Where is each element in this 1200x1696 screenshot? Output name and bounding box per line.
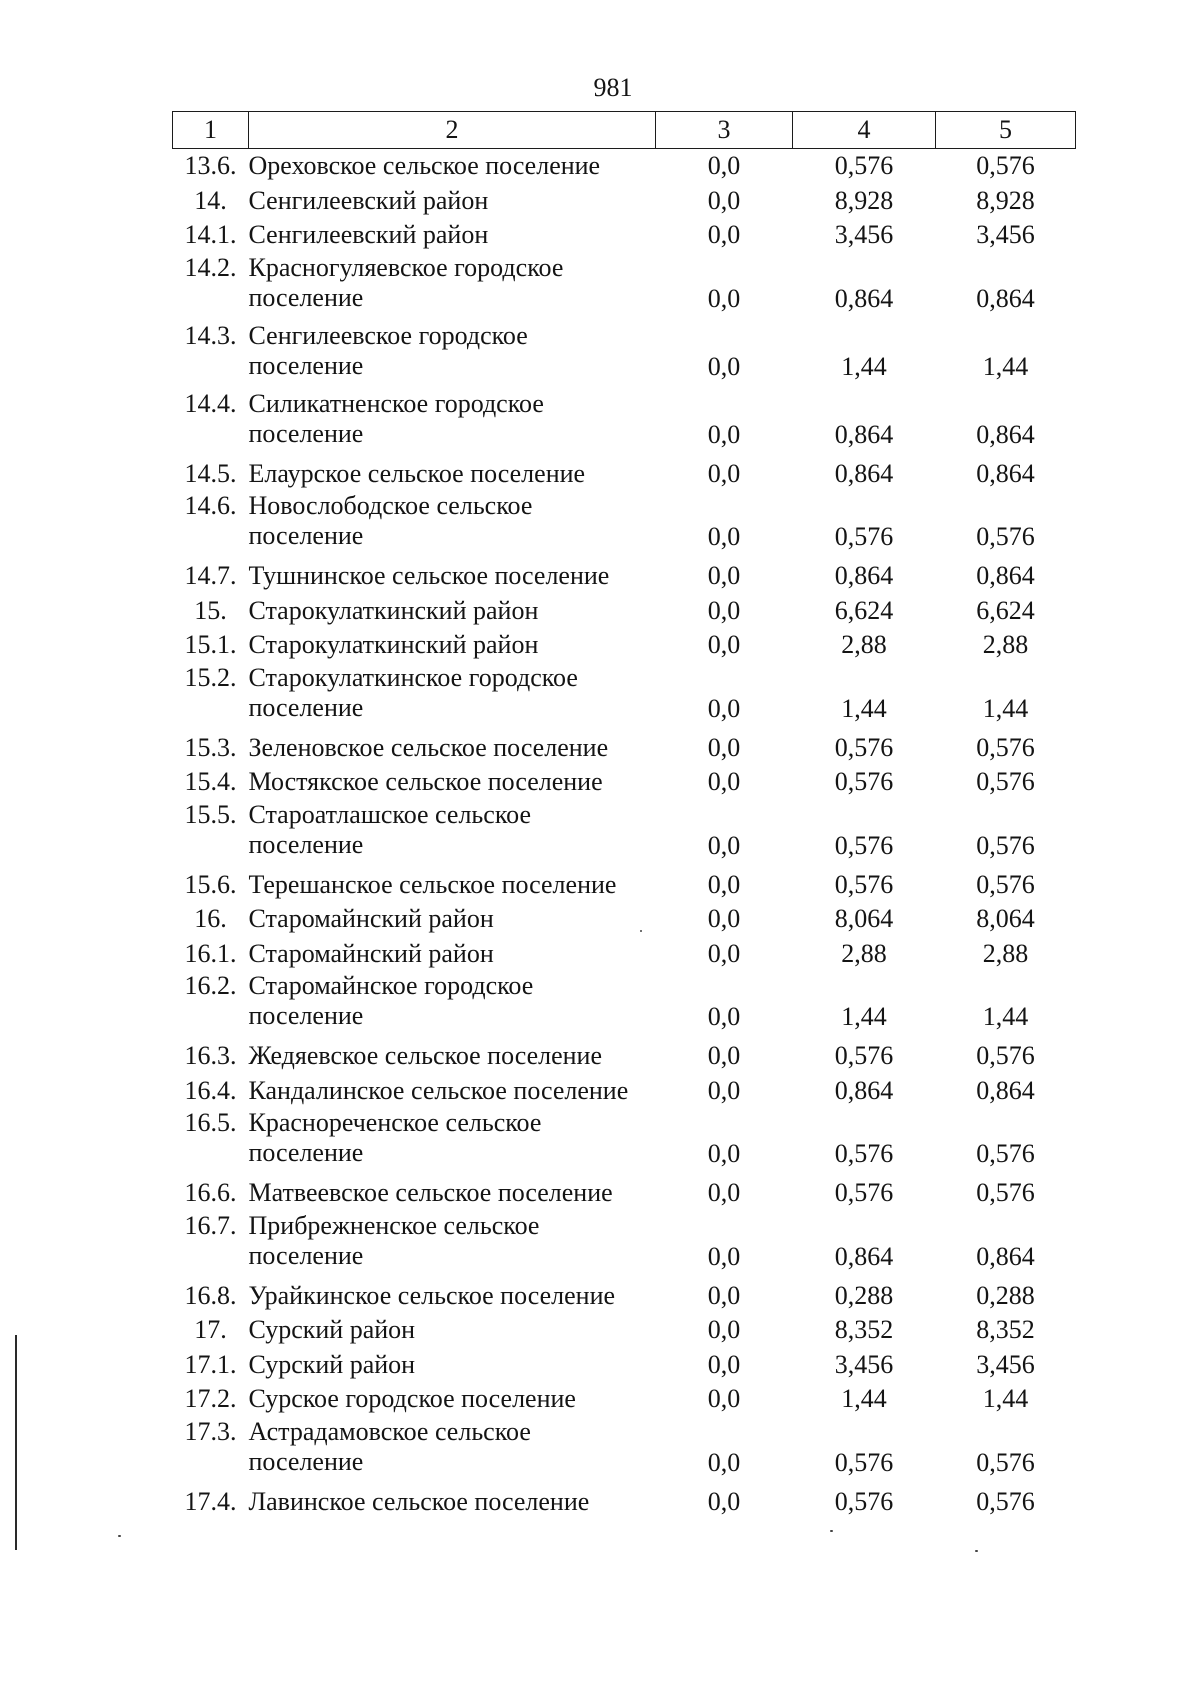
- col3-value: 0,0: [707, 1486, 741, 1516]
- row-name: [249, 253, 656, 321]
- row-name: [249, 491, 656, 559]
- row-name-line: Сенгилеевский район: [248, 185, 489, 215]
- row-name: [249, 1348, 656, 1383]
- col5-value: 2,88: [982, 938, 1029, 968]
- row-number: 16.4.: [184, 1075, 237, 1105]
- row-name: [249, 765, 656, 800]
- col5-value: 0,576: [976, 1178, 1035, 1208]
- row-number: 16.8.: [184, 1280, 237, 1310]
- col3-value: 0,0: [707, 351, 741, 381]
- row-name-line: Астрадамовское сельское: [248, 1416, 531, 1446]
- row-name: [249, 1176, 656, 1211]
- col3-value: 0,0: [707, 869, 741, 899]
- col4-value: 0,576: [834, 869, 894, 899]
- table-row: [173, 149, 1076, 184]
- col3-value: 0,0: [707, 220, 741, 250]
- col5-value: 0,864: [976, 1241, 1035, 1271]
- col3-value: 0,0: [707, 1384, 741, 1414]
- row-name: [249, 559, 656, 594]
- row-name-line: поселение: [248, 1240, 364, 1270]
- row-name: [249, 184, 656, 219]
- row-name: [249, 902, 656, 937]
- col3-value: 0,0: [707, 1280, 741, 1310]
- col5-value: 3,456: [976, 1349, 1035, 1379]
- row-name-line: Урайкинское сельское поселение: [248, 1280, 616, 1310]
- col3-value: 0,0: [707, 1447, 741, 1477]
- col5-value: 3,456: [976, 220, 1035, 250]
- col3-value: 0,0: [707, 151, 741, 181]
- col5-value: 8,064: [976, 904, 1035, 934]
- table-row: [173, 628, 1076, 663]
- col3-value: 0,0: [707, 1139, 741, 1168]
- row-name: [249, 1313, 656, 1348]
- row-number: 15.5.: [184, 799, 237, 829]
- row-name: [249, 800, 656, 868]
- row-name: [249, 321, 656, 389]
- row-name: [249, 1382, 656, 1417]
- col4-value: 1,44: [841, 1002, 887, 1031]
- col5-value: 1,44: [982, 693, 1029, 723]
- table-row: [173, 731, 1076, 766]
- col5-value: 0,864: [976, 419, 1035, 449]
- row-name: [249, 663, 656, 731]
- row-number: 16.: [194, 904, 227, 934]
- header-col-3: 3: [656, 112, 793, 149]
- page-number: 981: [593, 73, 633, 102]
- row-name-line: Сурское городское поселение: [248, 1384, 576, 1414]
- col3-value: 0,0: [707, 595, 741, 625]
- col3-value: 0,0: [707, 630, 741, 660]
- col5-value: 0,288: [976, 1280, 1035, 1310]
- row-name-line: поселение: [248, 829, 364, 859]
- table-row: [173, 868, 1076, 903]
- col5-value: 8,352: [976, 1315, 1035, 1345]
- header-col-5: 5: [936, 112, 1076, 149]
- row-number: 17.: [194, 1315, 227, 1345]
- col5-value: 2,88: [982, 630, 1029, 660]
- row-name: [249, 218, 656, 253]
- row-name: [249, 1417, 656, 1485]
- row-name-line: Жедяевское сельское поселение: [248, 1041, 603, 1071]
- row-name: [249, 1211, 656, 1279]
- col4-value: 8,928: [834, 185, 894, 215]
- row-number: 14.: [194, 185, 227, 215]
- data-table: [172, 111, 1076, 1519]
- table-row: [173, 253, 1076, 321]
- col5-value: 0,576: [976, 732, 1035, 762]
- col5-value: 1,44: [982, 1002, 1029, 1031]
- table-row: [173, 800, 1076, 868]
- row-name-line: Елаурское сельское поселение: [248, 458, 586, 488]
- row-number: 13.6.: [184, 151, 237, 181]
- col3-value: 0,0: [707, 185, 741, 215]
- row-name-line: Сурский район: [248, 1315, 416, 1345]
- row-name-line: поселение: [248, 521, 364, 550]
- col4-value: 0,864: [834, 1241, 894, 1271]
- row-number: 16.7.: [184, 1210, 237, 1240]
- row-name: [249, 1074, 656, 1109]
- table-row: [173, 1074, 1076, 1109]
- table-row: [173, 937, 1076, 972]
- row-name-line: Кандалинское сельское поселение: [248, 1075, 629, 1105]
- row-name-line: Краснореченское сельское: [248, 1108, 542, 1137]
- col5-value: 0,864: [976, 283, 1035, 313]
- table-row: [173, 1211, 1076, 1279]
- table-row: [173, 1417, 1076, 1485]
- row-name: [249, 1279, 656, 1314]
- row-name-line: Силикатненское городское: [248, 388, 544, 418]
- row-name-line: поселение: [248, 282, 364, 312]
- row-number: 17.1.: [184, 1349, 237, 1379]
- col3-value: 0,0: [707, 419, 741, 449]
- table-row: [173, 559, 1076, 594]
- row-number: 16.5.: [184, 1108, 237, 1137]
- col4-value: 0,576: [834, 522, 894, 551]
- row-name-line: Лавинское сельское поселение: [248, 1486, 590, 1516]
- col3-value: 0,0: [707, 830, 741, 860]
- scan-edge-line: [15, 1335, 17, 1550]
- table-row: [173, 594, 1076, 629]
- row-name-line: Сурский район: [248, 1349, 416, 1379]
- col5-value: 0,576: [976, 151, 1035, 181]
- col5-value: 0,576: [976, 767, 1035, 797]
- col4-value: 0,576: [834, 151, 894, 181]
- row-number: 17.3.: [184, 1416, 237, 1446]
- scan-speck: [830, 1530, 833, 1532]
- row-name-line: Старокулаткинское городское: [248, 662, 578, 692]
- scan-speck: [118, 1535, 121, 1537]
- row-number: 15.6.: [184, 869, 237, 899]
- col3-value: 0,0: [707, 522, 741, 551]
- col3-value: 0,0: [707, 767, 741, 797]
- col4-value: 0,864: [834, 283, 894, 313]
- row-name-line: Терешанское сельское поселение: [248, 869, 617, 899]
- col3-value: 0,0: [707, 693, 741, 723]
- col3-value: 0,0: [707, 1178, 741, 1208]
- table-row: [173, 321, 1076, 389]
- row-name: [249, 457, 656, 492]
- row-name: [249, 937, 656, 972]
- col5-value: 0,576: [976, 1041, 1035, 1071]
- col3-value: 0,0: [707, 283, 741, 313]
- row-name-line: поселение: [248, 692, 364, 722]
- row-name-line: Ореховское сельское поселение: [248, 151, 601, 181]
- header-col-2: 2: [249, 112, 656, 149]
- table-row: [173, 902, 1076, 937]
- row-name-line: Мостякское сельское поселение: [248, 767, 603, 797]
- table-row: [173, 457, 1076, 492]
- scan-speck: [640, 930, 642, 932]
- col4-value: 3,456: [834, 220, 894, 250]
- col4-value: 0,576: [834, 1486, 894, 1516]
- row-number: 14.2.: [184, 252, 237, 282]
- col3-value: 0,0: [707, 904, 741, 934]
- col3-value: 0,0: [707, 938, 741, 968]
- col4-value: 0,576: [834, 1041, 894, 1071]
- row-name: [249, 868, 656, 903]
- col5-value: 0,576: [976, 1139, 1035, 1168]
- col3-value: 0,0: [707, 1349, 741, 1379]
- row-name: [249, 731, 656, 766]
- row-name-line: Сенгилеевский район: [248, 220, 489, 250]
- col3-value: 0,0: [707, 1041, 741, 1071]
- table-row: [173, 1313, 1076, 1348]
- col4-value: 6,624: [834, 595, 894, 625]
- row-name-line: Матвеевское сельское поселение: [248, 1178, 613, 1208]
- row-number: 15.1.: [184, 630, 237, 660]
- row-number: 16.3.: [184, 1041, 237, 1071]
- row-name-line: Зеленовское сельское поселение: [248, 732, 609, 762]
- row-number: 16.2.: [184, 971, 237, 1000]
- row-name-line: Красногуляевское городское: [248, 252, 564, 282]
- table-row: [173, 1348, 1076, 1383]
- row-name: [249, 1039, 656, 1074]
- row-number: 14.4.: [184, 388, 237, 418]
- table-row: [173, 971, 1076, 1039]
- table-row: [173, 663, 1076, 731]
- col5-value: 1,44: [982, 351, 1029, 381]
- row-number: 14.6.: [184, 491, 237, 520]
- col4-value: 0,576: [834, 1178, 894, 1208]
- col4-value: 2,88: [841, 938, 887, 968]
- col4-value: 0,864: [834, 1075, 894, 1105]
- row-name-line: поселение: [248, 1446, 364, 1476]
- row-number: 14.5.: [184, 458, 237, 488]
- row-name-line: Старокулаткинский район: [248, 630, 539, 660]
- col5-value: 0,864: [976, 1075, 1035, 1105]
- table-row: [173, 1382, 1076, 1417]
- col4-value: 0,864: [834, 561, 894, 591]
- col4-value: 8,064: [834, 904, 894, 934]
- row-name-line: Тушнинское сельское поселение: [248, 561, 610, 591]
- header-row: [173, 112, 1076, 149]
- row-name: [249, 628, 656, 663]
- col5-value: 0,576: [976, 522, 1035, 551]
- row-number: 14.1.: [184, 220, 237, 250]
- table-row: [173, 1485, 1076, 1520]
- col4-value: 1,44: [841, 693, 887, 723]
- col5-value: 0,864: [976, 458, 1035, 488]
- row-name: [249, 149, 656, 184]
- table-row: [173, 765, 1076, 800]
- row-name-line: Прибрежненское сельское: [248, 1210, 540, 1240]
- col4-value: 0,576: [834, 1139, 894, 1168]
- table-row: [173, 184, 1076, 219]
- col4-value: 1,44: [841, 351, 887, 381]
- col4-value: 8,352: [834, 1315, 894, 1345]
- row-number: 15.4.: [184, 767, 237, 797]
- col4-value: 3,456: [834, 1349, 894, 1379]
- col4-value: 0,288: [834, 1280, 894, 1310]
- col5-value: 0,576: [976, 830, 1035, 860]
- col4-value: 0,576: [834, 830, 894, 860]
- row-number: 17.2.: [184, 1384, 237, 1414]
- col5-value: 0,864: [976, 561, 1035, 591]
- row-name-line: Староатлашское сельское: [248, 799, 531, 829]
- table-row: [173, 1039, 1076, 1074]
- table-row: [173, 1108, 1076, 1176]
- header-col-1: 1: [173, 112, 249, 149]
- col4-value: 0,576: [834, 732, 894, 762]
- row-name-line: поселение: [248, 350, 364, 380]
- row-name: [249, 1108, 656, 1176]
- row-name-line: Старокулаткинский район: [248, 595, 539, 625]
- header-col-4: 4: [793, 112, 936, 149]
- row-name-line: поселение: [248, 1001, 364, 1030]
- col5-value: 8,928: [976, 185, 1035, 215]
- col3-value: 0,0: [707, 458, 741, 488]
- col5-value: 1,44: [982, 1384, 1029, 1414]
- table-row: [173, 389, 1076, 457]
- col3-value: 0,0: [707, 1002, 741, 1031]
- row-number: 14.7.: [184, 561, 237, 591]
- row-name: [249, 594, 656, 629]
- scan-speck: [975, 1550, 978, 1552]
- col4-value: 0,864: [834, 458, 894, 488]
- col3-value: 0,0: [707, 1241, 741, 1271]
- col5-value: 0,576: [976, 1486, 1035, 1516]
- col3-value: 0,0: [707, 732, 741, 762]
- col5-value: 6,624: [976, 595, 1035, 625]
- row-number: 16.6.: [184, 1178, 237, 1208]
- row-number: 16.1.: [184, 938, 237, 968]
- row-name-line: Старомайнский район: [248, 904, 494, 934]
- col5-value: 0,576: [976, 1447, 1035, 1477]
- row-name: [249, 971, 656, 1039]
- col3-value: 0,0: [707, 561, 741, 591]
- row-name-line: Старомайнское городское: [248, 971, 534, 1000]
- col4-value: 2,88: [841, 630, 887, 660]
- col4-value: 1,44: [841, 1384, 887, 1414]
- row-number: 15.3.: [184, 732, 237, 762]
- row-number: 15.2.: [184, 662, 237, 692]
- row-name-line: поселение: [248, 1138, 364, 1167]
- row-name: [249, 389, 656, 457]
- col4-value: 0,576: [834, 1447, 894, 1477]
- row-name-line: Новослободское сельское: [248, 491, 533, 520]
- col4-value: 0,864: [834, 419, 894, 449]
- table-row: [173, 491, 1076, 559]
- col3-value: 0,0: [707, 1315, 741, 1345]
- col5-value: 0,576: [976, 869, 1035, 899]
- col3-value: 0,0: [707, 1075, 741, 1105]
- row-number: 17.4.: [184, 1486, 237, 1516]
- row-name-line: поселение: [248, 418, 364, 448]
- row-number: 14.3.: [184, 320, 237, 350]
- row-name: [249, 1485, 656, 1520]
- table-row: [173, 218, 1076, 253]
- row-number: 15.: [194, 595, 227, 625]
- col4-value: 0,576: [834, 767, 894, 797]
- table-row: [173, 1279, 1076, 1314]
- row-name-line: Сенгилеевское городское: [248, 320, 528, 350]
- table-row: [173, 1176, 1076, 1211]
- row-name-line: Старомайнский район: [248, 938, 494, 968]
